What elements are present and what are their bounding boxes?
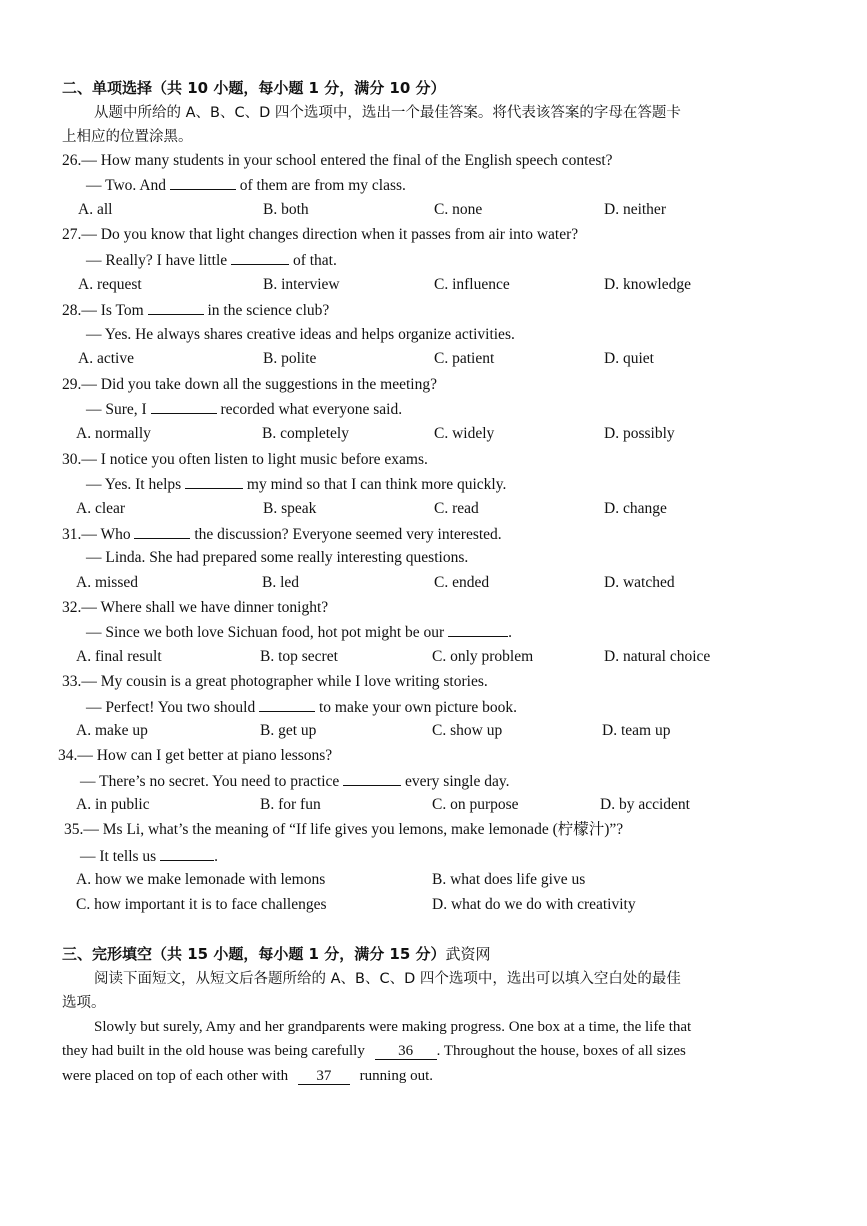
answer-33 xyxy=(86,697,517,718)
option-b: B. completely xyxy=(262,425,349,442)
answer-blank xyxy=(259,697,315,712)
option-a: A. make up xyxy=(76,722,148,739)
answer-text: — Two. And xyxy=(86,177,167,194)
answer-blank xyxy=(448,622,508,637)
answer-27 xyxy=(86,250,337,271)
option-b: B. get up xyxy=(260,722,317,739)
option-b: B. for fun xyxy=(260,796,321,813)
section3-title xyxy=(62,944,491,964)
option-d: D. quiet xyxy=(604,350,654,367)
answer-text-after: . xyxy=(214,848,218,865)
answer-text: — Sure, I xyxy=(86,401,147,418)
question-31 xyxy=(62,524,502,545)
question-blank xyxy=(148,300,204,315)
option-b: B. led xyxy=(262,574,300,591)
answer-text: — Perfect! You two should xyxy=(86,699,256,716)
question-number: 35. xyxy=(64,821,84,838)
section2-instruction-line2: 上相应的位置涂黑。 xyxy=(62,129,193,145)
option-d: D. knowledge xyxy=(604,276,691,293)
answer-text: — Linda. She had prepared some really interesting questions. xyxy=(86,549,469,566)
answer-text-after: to make your own picture book. xyxy=(318,699,517,716)
question-text: — I notice you often listen to light music before exams. xyxy=(81,451,428,468)
answer-text-after: of that. xyxy=(292,252,337,269)
option-c: C. read xyxy=(434,500,479,517)
option-c: C. how important it is to face challenges xyxy=(76,896,327,913)
question-number: 34. xyxy=(58,747,78,764)
option-a: A. in public xyxy=(76,796,150,813)
question-35 xyxy=(64,820,623,840)
question-text-after: the discussion? Everyone seemed very interested. xyxy=(194,526,502,543)
option-c: C. influence xyxy=(434,276,510,293)
option-c: C. widely xyxy=(434,425,495,442)
question-26 xyxy=(62,151,613,171)
answer-30 xyxy=(86,474,506,495)
passage-line1: Slowly but surely, Amy and her grandparents were making progress. One box at a time, the life that xyxy=(94,1019,692,1035)
answer-28 xyxy=(86,325,515,345)
question-number: 32. xyxy=(62,599,82,616)
option-a: A. final result xyxy=(76,648,162,665)
answer-blank xyxy=(170,175,236,190)
question-28 xyxy=(62,300,329,321)
question-blank xyxy=(134,524,190,539)
answer-blank xyxy=(160,846,214,861)
answer-text: — Yes. It helps xyxy=(86,476,182,493)
option-d: D. natural choice xyxy=(604,648,711,665)
answer-26 xyxy=(86,175,406,196)
question-34 xyxy=(58,746,332,766)
section3-source: 武资网 xyxy=(445,945,491,963)
option-d: D. neither xyxy=(604,201,666,218)
question-text: — Did you take down all the suggestions in the meeting? xyxy=(81,376,437,393)
answer-text-after: recorded what everyone said. xyxy=(220,401,403,418)
option-d: D. watched xyxy=(604,574,675,591)
option-d: D. team up xyxy=(602,722,671,739)
section3-instruction-line2: 选项。 xyxy=(62,995,106,1011)
question-number: 27. xyxy=(62,226,82,243)
answer-35 xyxy=(80,846,218,867)
section2-instruction-line1: 从题中所给的 A、B、C、D 四个选项中，选出一个最佳答案。将代表该答案的字母在答题卡 xyxy=(94,105,681,121)
option-c: C. ended xyxy=(434,574,490,591)
question-number: 33. xyxy=(62,673,82,690)
question-text: — How many students in your school entered the final of the English speech contest? xyxy=(81,152,613,169)
cloze-blank-36: 36 xyxy=(375,1043,437,1060)
option-c: C. on purpose xyxy=(432,796,519,813)
answer-text-after: of them are from my class. xyxy=(239,177,406,194)
option-d: D. possibly xyxy=(604,425,675,442)
answer-text-after: my mind so that I can think more quickly. xyxy=(246,476,507,493)
option-a: A. all xyxy=(78,201,113,218)
passage-text-after: running out. xyxy=(359,1068,434,1084)
option-b: B. what does life give us xyxy=(432,871,586,888)
question-29 xyxy=(62,375,437,395)
answer-text: — Yes. He always shares creative ideas and helps organize activities. xyxy=(86,326,515,343)
passage-line3 xyxy=(62,1066,433,1086)
answer-text: — There’s no secret. You need to practice xyxy=(80,773,340,790)
question-number: 28. xyxy=(62,302,82,319)
passage-text: were placed on top of each other with xyxy=(62,1068,289,1084)
cloze-blank-37: 37 xyxy=(298,1068,350,1085)
answer-text: — Since we both love Sichuan food, hot pot might be our xyxy=(86,624,445,641)
answer-34 xyxy=(80,771,509,792)
section3-instruction-line1: 阅读下面短文，从短文后各题所给的 A、B、C、D 四个选项中，选出可以填入空白处的最佳 xyxy=(94,971,681,987)
option-a: A. active xyxy=(78,350,134,367)
answer-blank xyxy=(343,771,401,786)
section3-title-text: 三、完形填空（共 15 小题，每小题 1 分，满分 15 分） xyxy=(62,945,446,963)
option-a: A. request xyxy=(78,276,142,293)
question-text-after: in the science club? xyxy=(207,302,330,319)
option-c: C. patient xyxy=(434,350,495,367)
passage-text: they had built in the old house was being carefully xyxy=(62,1043,365,1059)
option-d: D. by accident xyxy=(600,796,690,813)
section2-title: 二、单项选择（共 10 小题，每小题 1 分，满分 10 分） xyxy=(62,79,446,97)
question-32 xyxy=(62,598,328,618)
answer-text-after: every single day. xyxy=(405,773,510,790)
option-c: C. only problem xyxy=(432,648,534,665)
question-number: 29. xyxy=(62,376,82,393)
answer-31 xyxy=(86,548,468,568)
option-a: A. missed xyxy=(76,574,138,591)
option-c: C. show up xyxy=(432,722,503,739)
question-text: — Who xyxy=(81,526,131,543)
question-text: — How can I get better at piano lessons? xyxy=(77,747,333,764)
question-number: 26. xyxy=(62,152,82,169)
answer-text: — It tells us xyxy=(80,848,157,865)
option-c: C. none xyxy=(434,201,483,218)
passage-text-after: . Throughout the house, boxes of all sizes xyxy=(436,1043,686,1059)
answer-32 xyxy=(86,622,512,643)
option-b: B. both xyxy=(263,201,309,218)
option-a: A. clear xyxy=(76,500,126,517)
option-b: B. interview xyxy=(263,276,340,293)
question-text: — Ms Li, what’s the meaning of “If life gives you lemons, make lemonade (柠檬汁)”? xyxy=(83,821,624,838)
passage-line2 xyxy=(62,1041,686,1061)
question-33 xyxy=(62,672,488,692)
answer-blank xyxy=(231,250,289,265)
option-b: B. top secret xyxy=(260,648,338,665)
option-a: A. normally xyxy=(76,425,151,442)
question-text: — Do you know that light changes direction when it passes from air into water? xyxy=(81,226,579,243)
question-number: 30. xyxy=(62,451,82,468)
question-number: 31. xyxy=(62,526,82,543)
question-text: — Where shall we have dinner tonight? xyxy=(81,599,329,616)
option-b: B. speak xyxy=(263,500,317,517)
question-30 xyxy=(62,450,428,470)
answer-text-after: . xyxy=(508,624,512,641)
question-text: — My cousin is a great photographer while I love writing stories. xyxy=(81,673,488,690)
answer-blank xyxy=(185,474,243,489)
option-b: B. polite xyxy=(263,350,317,367)
option-d: D. change xyxy=(604,500,667,517)
answer-29 xyxy=(86,399,402,420)
answer-blank xyxy=(151,399,217,414)
question-text: — Is Tom xyxy=(81,302,144,319)
answer-text: — Really? I have little xyxy=(86,252,228,269)
option-d: D. what do we do with creativity xyxy=(432,896,636,913)
option-a: A. how we make lemonade with lemons xyxy=(76,871,326,888)
question-27 xyxy=(62,225,578,245)
